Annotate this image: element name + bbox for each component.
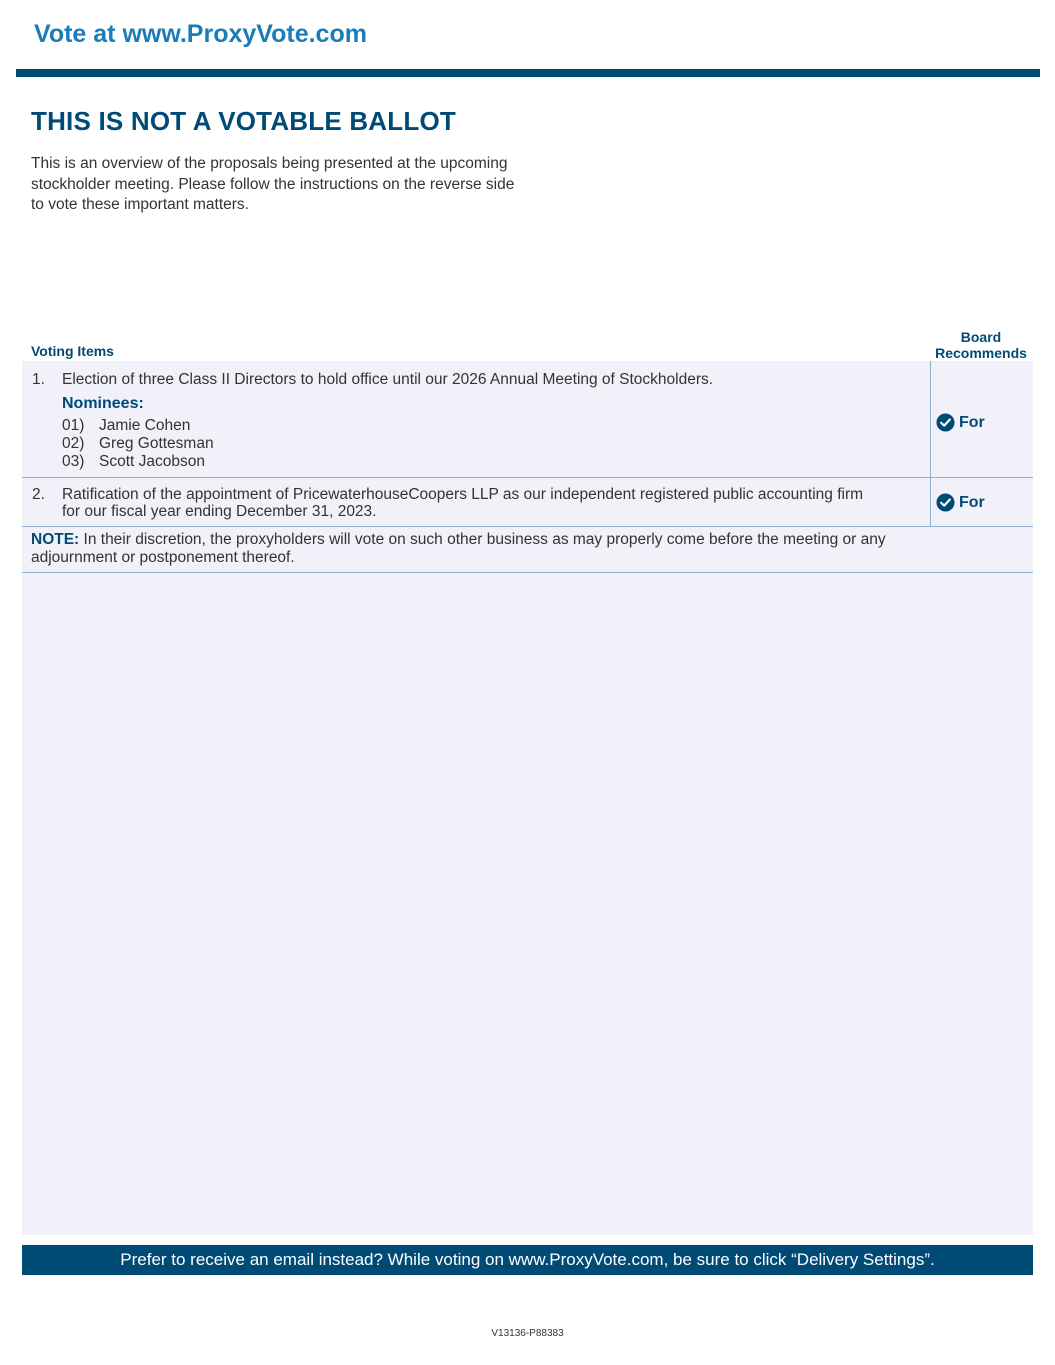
column-header-board-line2: Recommends bbox=[935, 345, 1027, 361]
note-body: In their discretion, the proxyholders will vote on such other business as may properly come before the meeting or any adjournment or postponement thereof. bbox=[31, 531, 886, 566]
check-circle-icon bbox=[936, 493, 955, 512]
note-text bbox=[31, 531, 931, 567]
item-2-number: 2. bbox=[32, 486, 45, 503]
item-2-text-line2: for our fiscal year ending December 31, 2023. bbox=[62, 503, 377, 520]
column-header-board-recommends bbox=[930, 329, 1032, 361]
nominee-name: Jamie Cohen bbox=[99, 417, 191, 434]
nominee-number: 02) bbox=[62, 435, 85, 452]
nominee-item bbox=[62, 453, 205, 471]
header-divider bbox=[16, 69, 1040, 77]
nominee-number: 03) bbox=[62, 453, 85, 470]
ballot-heading: THIS IS NOT A VOTABLE BALLOT bbox=[31, 106, 456, 136]
column-divider bbox=[930, 361, 931, 526]
nominees-label: Nominees: bbox=[62, 395, 144, 412]
item-1-recommendation bbox=[936, 413, 985, 432]
column-header-voting-items: Voting Items bbox=[31, 343, 114, 359]
nominee-item bbox=[62, 417, 190, 435]
column-header-board-line1: Board bbox=[960, 329, 1002, 345]
row-divider bbox=[22, 526, 1033, 527]
item-1-text: Election of three Class II Directors to hold office until our 2026 Annual Meeting of Stockholders. bbox=[62, 371, 714, 388]
item-2-text-line1: Ratification of the appointment of PricewaterhouseCoopers LLP as our independent registered public accounting firm bbox=[62, 486, 864, 503]
document-code: V13136-P88383 bbox=[491, 1328, 564, 1339]
note-label: NOTE: bbox=[31, 531, 80, 548]
header-title[interactable]: Vote at www.ProxyVote.com bbox=[34, 20, 367, 48]
check-circle-icon bbox=[936, 413, 955, 432]
row-divider bbox=[22, 572, 1033, 573]
recommendation-label: For bbox=[959, 413, 985, 431]
item-1-number: 1. bbox=[32, 371, 45, 388]
nominee-name: Scott Jacobson bbox=[99, 453, 205, 470]
nominee-item bbox=[62, 435, 214, 453]
item-2-recommendation bbox=[936, 493, 985, 512]
item-2-text bbox=[62, 486, 863, 520]
email-delivery-banner: Prefer to receive an email instead? While voting on www.ProxyVote.com, be sure to click “Delivery Settings”. bbox=[22, 1245, 1033, 1275]
intro-text: This is an overview of the proposals being presented at the upcoming stockholder meeting. Please follow the instructions on the reverse side to vote these important matters. bbox=[31, 155, 515, 213]
nominee-number: 01) bbox=[62, 417, 85, 434]
recommendation-label: For bbox=[959, 493, 985, 511]
row-divider bbox=[22, 477, 1033, 478]
nominee-name: Greg Gottesman bbox=[99, 435, 214, 452]
